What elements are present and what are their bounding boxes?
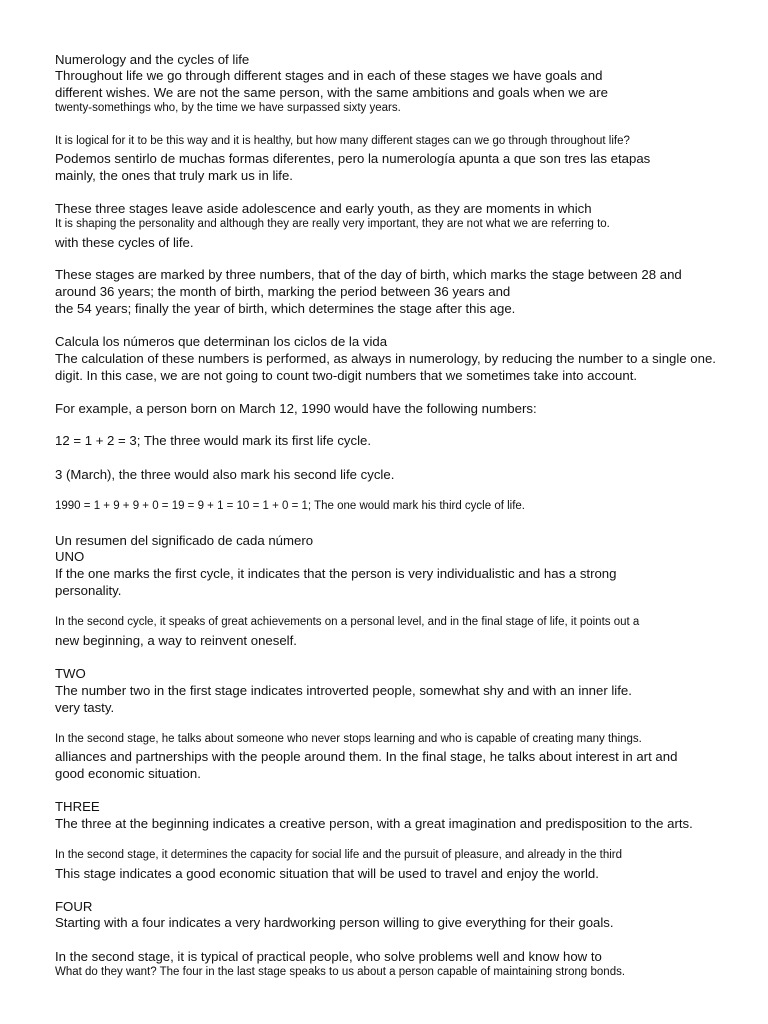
text-line: Throughout life we go through different stages and in each of these stages we have goals and [55, 68, 603, 83]
text-line: In the second cycle, it speaks of great achievements on a personal level, and in the final stage of life, it points out a [55, 616, 640, 628]
text-line: very tasty. [55, 700, 115, 715]
text-line: with these cycles of life. [55, 235, 194, 250]
text-line: It is logical for it to be this way and it is healthy, but how many different stages can we go through throughout life? [55, 135, 630, 147]
text-line: The calculation of these numbers is performed, as always in numerology, by reducing the number to a single one. [55, 351, 716, 366]
text-line: alliances and partnerships with the people around them. In the final stage, he talks about interest in art and [55, 749, 678, 764]
subsection-heading: TWO [55, 666, 86, 681]
text-line: mainly, the ones that truly mark us in life. [55, 168, 293, 183]
text-line: In the second stage, it determines the capacity for social life and the pursuit of pleasure, and already in the third [55, 849, 623, 861]
text-line: What do they want? The four in the last stage speaks to us about a person capable of maintaining strong bonds. [55, 966, 626, 978]
text-line: different wishes. We are not the same person, with the same ambitions and goals when we are [55, 85, 608, 100]
subsection-heading: FOUR [55, 899, 93, 914]
text-line: The three at the beginning indicates a creative person, with a great imagination and predisposition to the arts. [55, 816, 693, 831]
text-line: These three stages leave aside adolescence and early youth, as they are moments in which [55, 201, 592, 216]
text-line: The number two in the first stage indicates introverted people, somewhat shy and with an inner life. [55, 683, 632, 698]
section-heading: Un resumen del significado de cada número [55, 533, 314, 548]
text-line: It is shaping the personality and although they are really very important, they are not what we are referring to. [55, 218, 610, 230]
text-line: Starting with a four indicates a very hardworking person willing to give everything for their goals. [55, 915, 614, 930]
text-line: the 54 years; finally the year of birth, which determines the stage after this age. [55, 301, 516, 316]
text-line: new beginning, a way to reinvent oneself. [55, 633, 297, 648]
text-line: If the one marks the first cycle, it indicates that the person is very individualistic and has a strong [55, 566, 617, 581]
text-line: In the second stage, he talks about someone who never stops learning and who is capable of creating many things. [55, 733, 642, 745]
document-title: Numerology and the cycles of life [55, 52, 250, 67]
section-heading: Calcula los números que determinan los ciclos de la vida [55, 334, 388, 349]
text-line: good economic situation. [55, 766, 201, 781]
subsection-heading: UNO [55, 549, 85, 564]
text-line: twenty-somethings who, by the time we have surpassed sixty years. [55, 102, 401, 114]
text-line: personality. [55, 583, 122, 598]
subsection-heading: THREE [55, 799, 100, 814]
text-line: around 36 years; the month of birth, marking the period between 36 years and [55, 284, 511, 299]
text-line: 1990 = 1 + 9 + 9 + 0 = 19 = 9 + 1 = 10 = 1 + 0 = 1; The one would mark his third cycle of life. [55, 500, 526, 512]
text-line: This stage indicates a good economic situation that will be used to travel and enjoy the world. [55, 866, 599, 881]
text-line: 12 = 1 + 2 = 3; The three would mark its first life cycle. [55, 433, 372, 448]
text-line: 3 (March), the three would also mark his second life cycle. [55, 467, 395, 482]
text-line: digit. In this case, we are not going to count two-digit numbers that we sometimes take into account. [55, 368, 638, 383]
text-line: In the second stage, it is typical of practical people, who solve problems well and know how to [55, 949, 602, 964]
text-line: These stages are marked by three numbers, that of the day of birth, which marks the stage between 28 and [55, 267, 682, 282]
text-line: For example, a person born on March 12, 1990 would have the following numbers: [55, 401, 537, 416]
text-line: Podemos sentirlo de muchas formas diferentes, pero la numerología apunta a que son tres las etapas [55, 151, 651, 166]
